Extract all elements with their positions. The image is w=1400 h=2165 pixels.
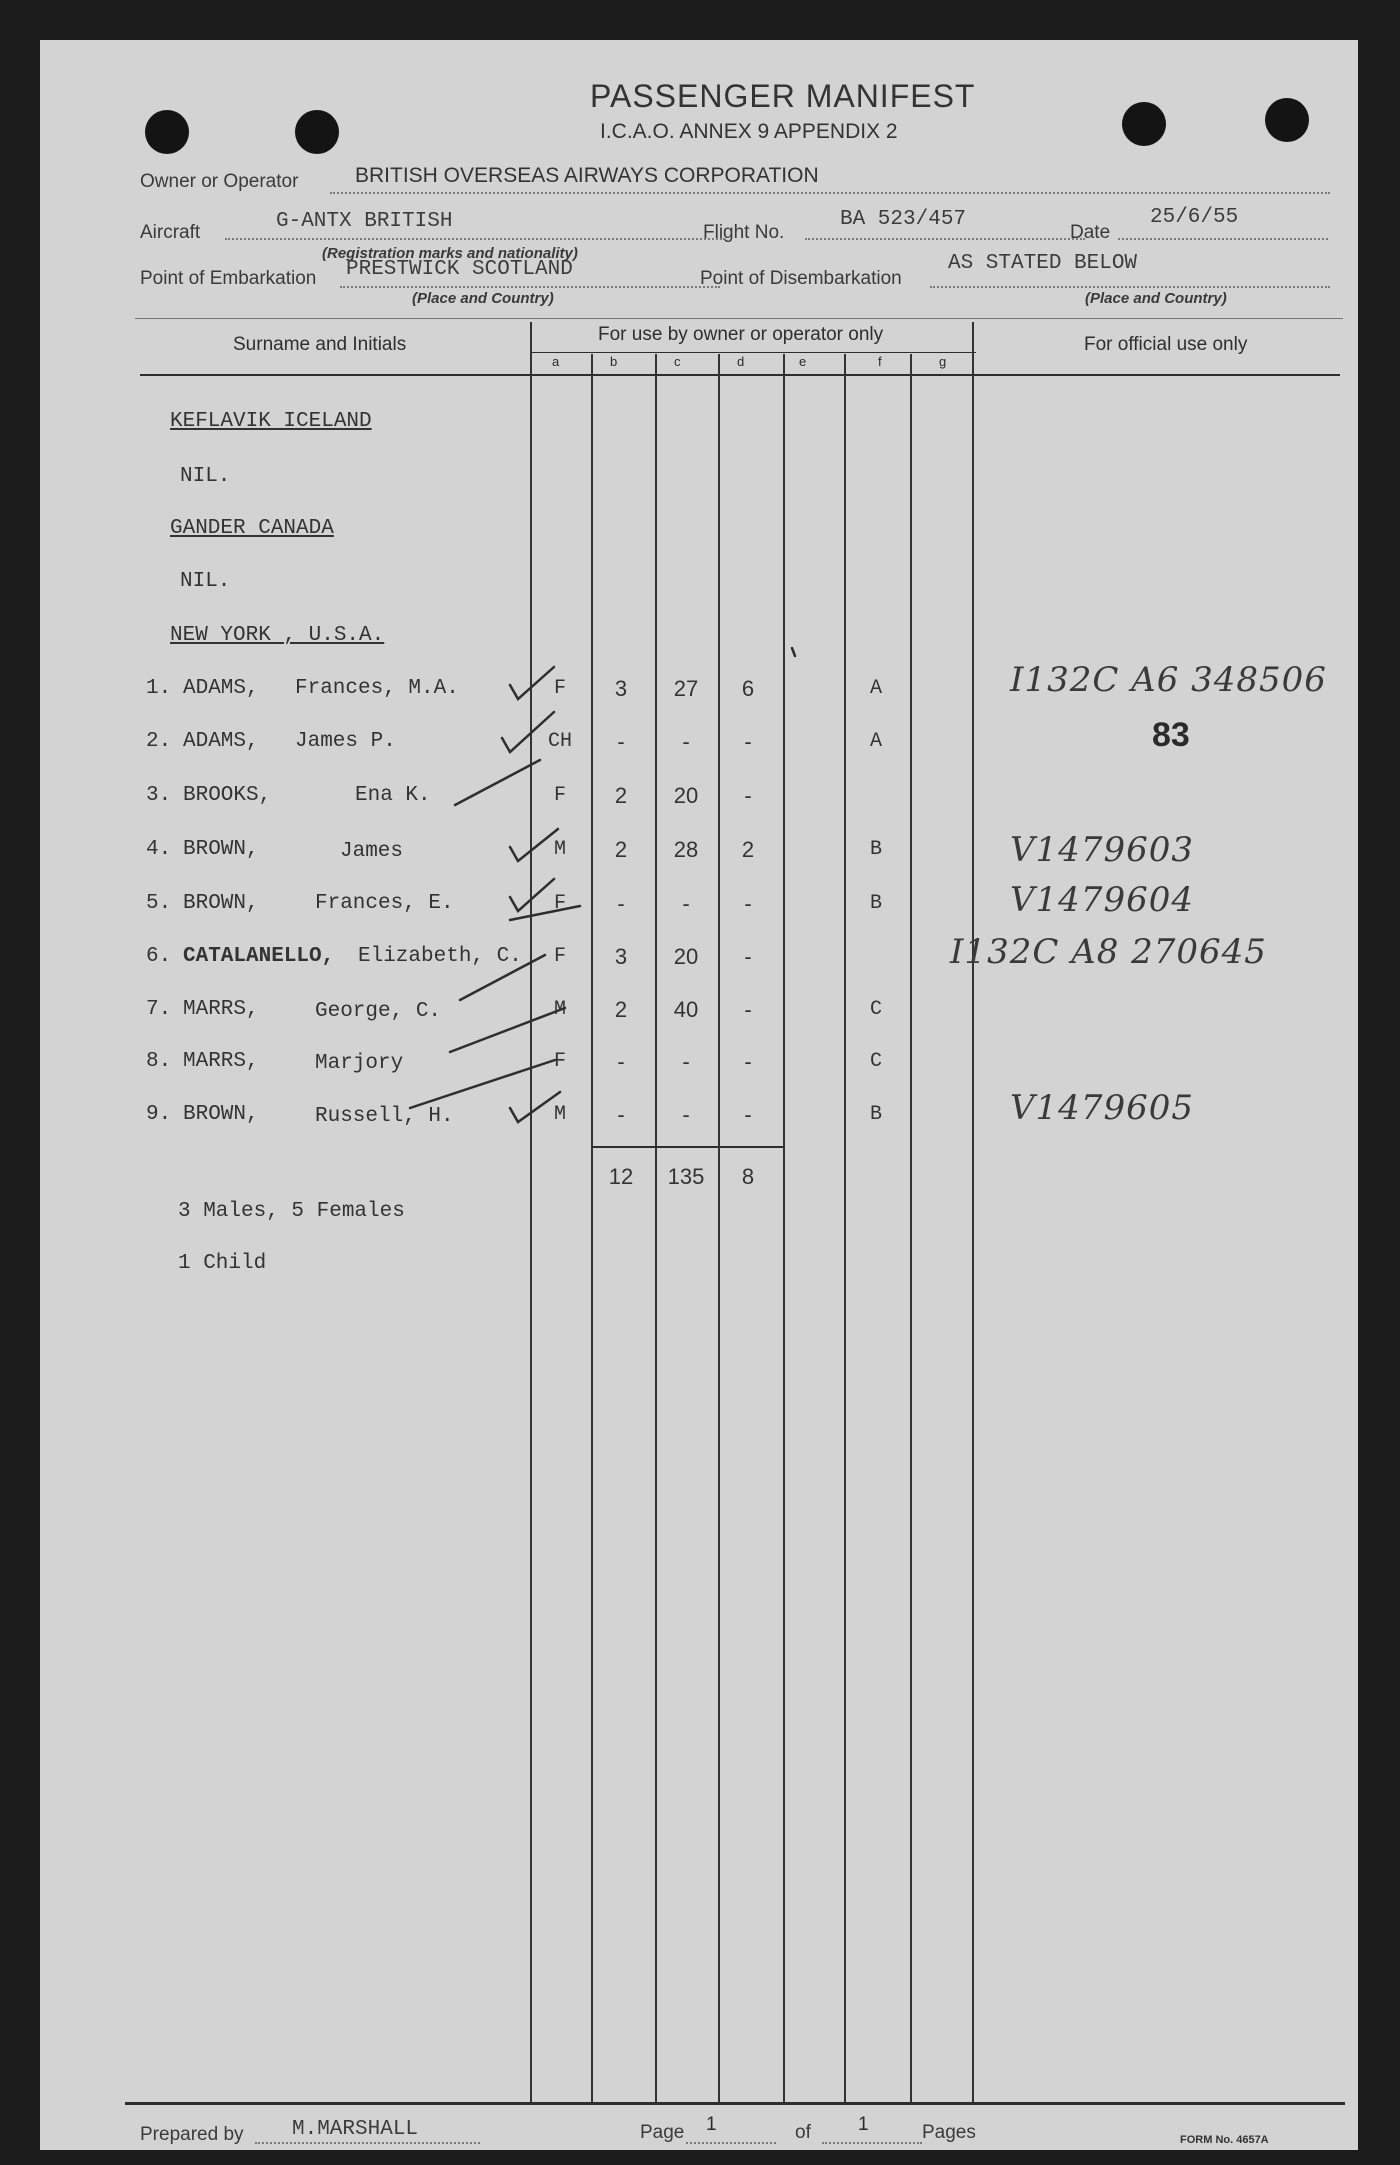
cell-c: 28 <box>673 837 699 862</box>
passenger-given: Ena K. <box>355 784 431 807</box>
cell-d: 2 <box>741 837 755 862</box>
passenger-number: 8. <box>146 1050 172 1073</box>
passenger-number: 3. <box>146 784 172 807</box>
cell-d: - <box>744 997 752 1022</box>
passenger-number: 1. <box>146 677 172 700</box>
cell-d: - <box>744 944 752 969</box>
official-note: V1479604 <box>1010 880 1194 920</box>
page-line <box>686 2142 776 2144</box>
prepared-value: M.MARSHALL <box>292 2118 419 2141</box>
subcol-g: g <box>939 354 947 369</box>
subcol-b: b <box>610 354 618 369</box>
passenger-surname: MARRS, <box>183 1050 259 1073</box>
cell-c: - <box>682 1102 690 1127</box>
subcol-f: f <box>878 354 882 369</box>
passenger-surname: CATALANELLO, <box>183 945 335 968</box>
owner-label: Owner or Operator <box>140 171 299 192</box>
manifest-sheet <box>40 40 1358 2150</box>
pages-label: Pages <box>922 2122 976 2143</box>
cell-b: - <box>617 729 625 754</box>
passenger-given: Frances, M.A. <box>295 677 459 700</box>
total-d: 8 <box>741 1164 755 1189</box>
passenger-number: 4. <box>146 838 172 861</box>
passenger-given: Frances, E. <box>315 892 454 915</box>
passenger-given: James <box>340 840 404 863</box>
cell-d: - <box>744 729 752 754</box>
passenger-surname: ADAMS, <box>183 730 259 753</box>
date-label: Date <box>1070 222 1111 243</box>
cell-a: M <box>553 1103 566 1126</box>
passenger-number: 6. <box>146 945 172 968</box>
summary-line-2: 1 Child <box>178 1252 267 1275</box>
cell-d: 6 <box>741 676 755 701</box>
cell-c: - <box>682 1049 690 1074</box>
cell-a: F <box>553 1050 566 1073</box>
page-title: PASSENGER MANIFEST <box>590 78 976 114</box>
cell-b: 3 <box>614 944 628 969</box>
cell-b: - <box>617 891 625 916</box>
cell-a: M <box>553 998 566 1021</box>
passenger-given: Russell, H. <box>315 1105 454 1128</box>
embark-label: Point of Embarkation <box>140 268 317 289</box>
page-label: Page <box>640 2122 685 2143</box>
cell-f: B <box>869 838 882 861</box>
cell-c: 20 <box>673 783 699 808</box>
stop-place: KEFLAVIK ICELAND <box>170 410 372 433</box>
cell-b: 2 <box>614 837 628 862</box>
total-c: 135 <box>667 1164 705 1189</box>
disembark-note: (Place and Country) <box>1085 290 1227 307</box>
of-line <box>822 2142 922 2144</box>
official-note: I132C A8 270645 <box>950 932 1267 972</box>
embark-note: (Place and Country) <box>412 290 554 307</box>
subcol-a: a <box>552 354 560 369</box>
cell-d: - <box>744 891 752 916</box>
cell-f: C <box>869 998 882 1021</box>
flight-label: Flight No. <box>703 222 785 243</box>
cell-f: B <box>869 892 882 915</box>
date-value: 25/6/55 <box>1150 206 1239 229</box>
official-note: V1479603 <box>1010 830 1194 870</box>
passenger-surname: MARRS, <box>183 998 259 1021</box>
passenger-surname: BROWN, <box>183 892 259 915</box>
prepared-label: Prepared by <box>140 2124 244 2145</box>
cell-b: 2 <box>614 783 628 808</box>
passenger-given: Marjory <box>315 1052 404 1075</box>
cell-a: F <box>553 892 566 915</box>
total-b: 12 <box>608 1164 634 1189</box>
of-label: of <box>795 2122 811 2143</box>
official-note: 83 <box>1152 716 1190 754</box>
cell-d: - <box>744 1102 752 1127</box>
summary-line-1: 3 Males, 5 Females <box>178 1200 405 1223</box>
cell-c: - <box>682 729 690 754</box>
owner-value: BRITISH OVERSEAS AIRWAYS CORPORATION <box>355 164 819 187</box>
aircraft-value: G-ANTX BRITISH <box>276 210 453 233</box>
stop-place: GANDER CANADA <box>170 517 334 540</box>
passenger-number: 9. <box>146 1103 172 1126</box>
cell-a: M <box>553 838 566 861</box>
aircraft-label: Aircraft <box>140 222 201 243</box>
cell-c: - <box>682 891 690 916</box>
passenger-number: 2. <box>146 730 172 753</box>
form-number: FORM No. 4657A <box>1180 2134 1269 2146</box>
cell-a: F <box>553 945 566 968</box>
stop-note: NIL. <box>180 570 231 593</box>
disembark-value: AS STATED BELOW <box>948 252 1138 275</box>
col-name-header: Surname and Initials <box>233 334 407 355</box>
passenger-given: George, C. <box>315 1000 442 1023</box>
cell-d: - <box>744 783 752 808</box>
footer-rule <box>125 2102 1345 2105</box>
passenger-number: 5. <box>146 892 172 915</box>
passenger-given: Elizabeth, C. <box>358 945 522 968</box>
cell-f: B <box>869 1103 882 1126</box>
official-note: I132C A6 348506 <box>1010 660 1327 700</box>
cell-f: C <box>869 1050 882 1073</box>
cell-c: 20 <box>673 944 699 969</box>
cell-c: 40 <box>673 997 699 1022</box>
page-value: 1 <box>706 2114 717 2135</box>
cell-f: A <box>869 677 882 700</box>
page-subtitle: I.C.A.O. ANNEX 9 APPENDIX 2 <box>600 120 898 143</box>
embark-value: PRESTWICK SCOTLAND <box>346 258 573 281</box>
col-owner-header: For use by owner or operator only <box>598 324 884 345</box>
of-value: 1 <box>858 2114 869 2135</box>
cell-a: F <box>553 677 566 700</box>
stop-note: NIL. <box>180 465 231 488</box>
passenger-surname: BROWN, <box>183 838 259 861</box>
registration-note: (Registration marks and nationality) <box>322 245 578 262</box>
flight-value: BA 523/457 <box>840 208 967 231</box>
cell-d: - <box>744 1049 752 1074</box>
cell-b: 3 <box>614 676 628 701</box>
prepared-line <box>255 2142 480 2144</box>
disembark-label: Point of Disembarkation <box>700 268 902 289</box>
subcol-c: c <box>674 354 681 369</box>
cell-f: A <box>869 730 882 753</box>
passenger-surname: BROWN, <box>183 1103 259 1126</box>
subcol-e: e <box>799 354 807 369</box>
cell-b: - <box>617 1049 625 1074</box>
stop-place: NEW YORK , U.S.A. <box>170 624 385 647</box>
passenger-number: 7. <box>146 998 172 1021</box>
cell-b: - <box>617 1102 625 1127</box>
passenger-surname: BROOKS, <box>183 784 272 807</box>
cell-b: 2 <box>614 997 628 1022</box>
passenger-given: James P. <box>295 730 396 753</box>
cell-a: CH <box>547 730 572 753</box>
col-official-header: For official use only <box>1084 334 1248 355</box>
cell-a: F <box>553 784 566 807</box>
cell-c: 27 <box>673 676 699 701</box>
subcol-d: d <box>737 354 745 369</box>
passenger-surname: ADAMS, <box>183 677 259 700</box>
handwritten-marks <box>40 40 1358 2150</box>
official-note: V1479605 <box>1010 1088 1194 1128</box>
